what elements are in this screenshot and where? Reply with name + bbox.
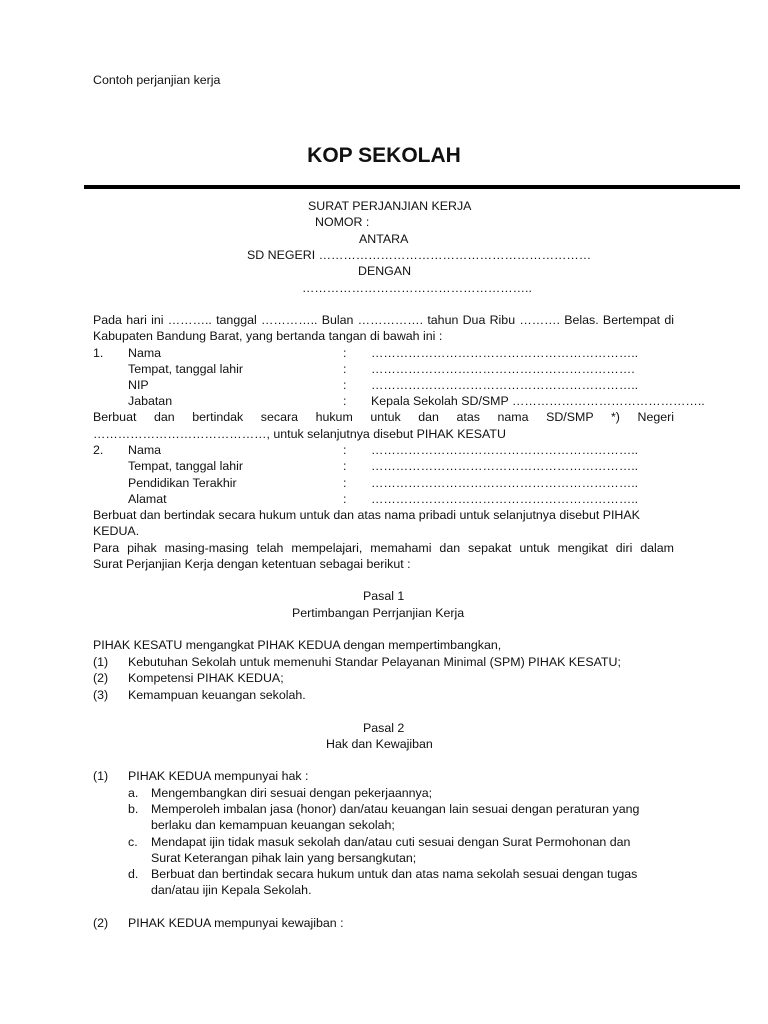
header-divider [84,185,740,189]
agreement-line-1: Para pihak masing-masing telah mempelajari, memahami dan sepakat untuk mengikat diri dalam [93,541,674,555]
party2-value: ……………………………………………………….. [371,492,639,506]
party2-colon: : [343,443,347,457]
pasal2-item-text: PIHAK KEDUA mempunyai kewajiban : [128,916,344,930]
party2-label: Alamat [128,492,167,506]
title-line-3: ANTARA [359,232,409,246]
header-note: Contoh perjanjian kerja [93,73,221,87]
party2-value: ……………………………………………………….. [371,443,639,457]
party1-colon: : [343,362,347,376]
party1-value: Kepala Sekolah SD/SMP ……………………………………….. [371,394,705,408]
sub-item-text-cont: dan/atau ijin Kepala Sekolah. [151,883,312,897]
sub-item-letter: b. [128,802,139,816]
title-line-4: SD NEGERI ………………………………………………………… [247,248,592,262]
party1-desc-line-1: Berbuat dan bertindak secara hukum untuk dan atas nama SD/SMP *) Negeri [93,410,674,424]
title-line-1: SURAT PERJANJIAN KERJA [308,199,472,213]
pasal1-item-text: Kemampuan keuangan sekolah. [128,688,306,702]
intro-line-1: Pada hari ini ……….. tanggal ………….. Bulan ……………. tahun Dua Ribu ………. Belas. Bertempat di [93,313,674,327]
party1-desc-line-2: ……………………………………, untuk selanjutnya disebut PIHAK KESATU [93,427,506,441]
party2-value: ……………………………………………………….. [371,459,639,473]
party1-label: Tempat, tanggal lahir [128,362,244,376]
party1-label: NIP [128,378,149,392]
pasal2-heading: Pasal 2 [363,721,405,735]
party2-number: 2. [93,443,104,457]
title-line-2: NOMOR : [315,215,370,229]
pasal1-item-number: (3) [93,688,109,702]
party1-label: Nama [128,346,162,360]
pasal1-heading: Pasal 1 [363,589,405,603]
pasal1-item-number: (2) [93,671,109,685]
pasal2-item-text: PIHAK KEDUA mempunyai hak : [128,769,309,783]
pasal2-item-number: (2) [93,916,109,930]
party1-value: ……………………………………………………….. [371,378,639,392]
party1-number: 1. [93,346,104,360]
agreement-line-2: Surat Perjanjian Kerja dengan ketentuan sebagai berikut : [93,557,411,571]
sub-item-letter: c. [128,835,138,849]
pasal1-item-number: (1) [93,655,109,669]
party1-colon: : [343,394,347,408]
kop-sekolah-heading: KOP SEKOLAH [307,144,461,167]
party1-value: ……………………………………………………….. [371,346,639,360]
party2-desc-line-2: KEDUA. [93,524,140,538]
sub-item-text: Mengembangkan diri sesuai dengan pekerjaannya; [151,786,433,800]
pasal2-subheading: Hak dan Kewajiban [326,737,433,751]
party1-value: ………………………………………………………. [371,362,635,376]
pasal2-item-number: (1) [93,769,109,783]
pasal1-item-text: Kebutuhan Sekolah untuk memenuhi Standar Pelayanan Minimal (SPM) PIHAK KESATU; [128,655,621,669]
party2-colon: : [343,492,347,506]
sub-item-letter: a. [128,786,139,800]
party1-colon: : [343,378,347,392]
sub-item-letter: d. [128,867,139,881]
party1-colon: : [343,346,347,360]
pasal1-lead: PIHAK KESATU mengangkat PIHAK KEDUA dengan mempertimbangkan, [93,638,502,652]
title-line-6: ……………………………………………….. [302,281,532,295]
party2-label: Pendidikan Terakhir [128,476,237,490]
party2-colon: : [343,476,347,490]
intro-line-2: Kabupaten Bandung Barat, yang bertanda tangan di bawah ini : [93,329,443,343]
pasal1-subheading: Pertimbangan Perrjanjian Kerja [292,606,465,620]
party2-value: ……………………………………………………….. [371,476,639,490]
pasal1-item-text: Kompetensi PIHAK KEDUA; [128,671,284,685]
sub-item-text: Memperoleh imbalan jasa (honor) dan/atau keuangan lain sesuai dengan peraturan yang [151,802,640,816]
sub-item-text: Mendapat ijin tidak masuk sekolah dan/atau cuti sesuai dengan Surat Permohonan dan [151,835,631,849]
sub-item-text-cont: Surat Keterangan pihak lain yang bersangkutan; [151,851,417,865]
party2-colon: : [343,459,347,473]
party1-label: Jabatan [128,394,173,408]
title-line-5: DENGAN [358,264,412,278]
sub-item-text: Berbuat dan bertindak secara hukum untuk dan atas nama sekolah sesuai dengan tugas [151,867,638,881]
party2-label: Nama [128,443,162,457]
sub-item-text-cont: berlaku dan kemampuan keuangan sekolah; [151,818,395,832]
party2-label: Tempat, tanggal lahir [128,459,244,473]
party2-desc-line-1: Berbuat dan bertindak secara hukum untuk dan atas nama pribadi untuk selanjutnya disebut PIHAK [93,508,640,522]
